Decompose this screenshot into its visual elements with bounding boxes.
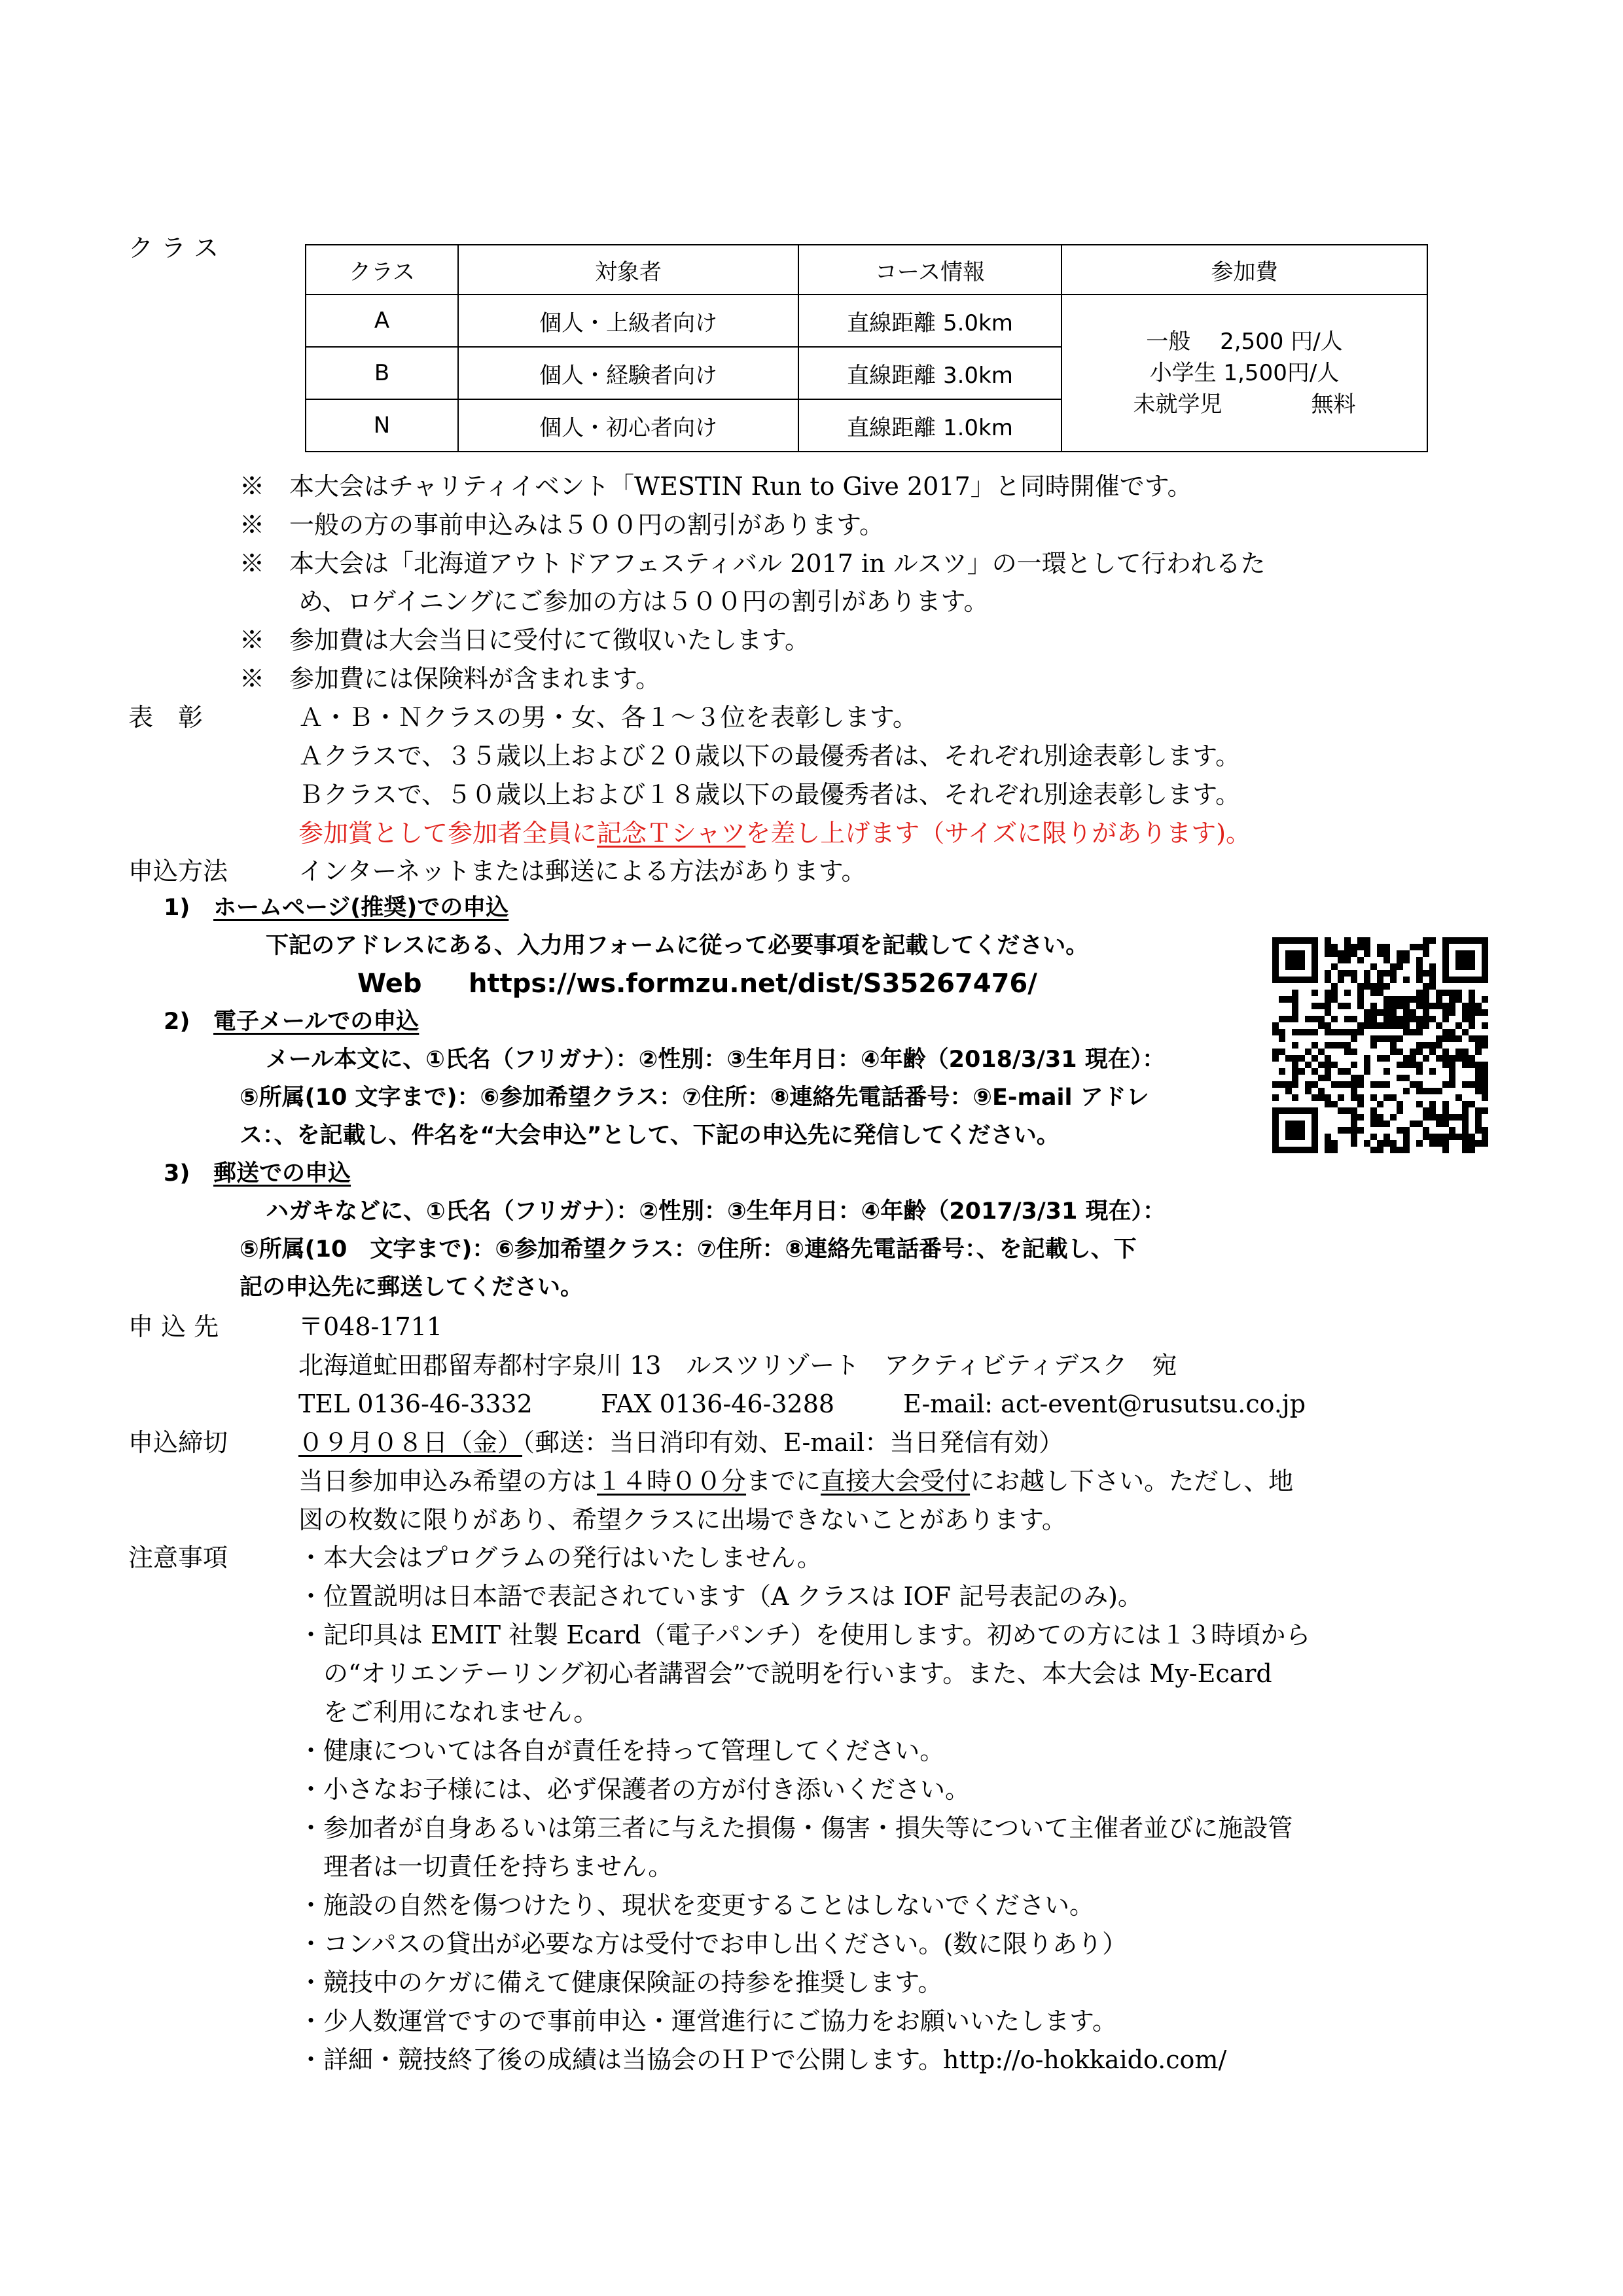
qr-code-icon[interactable] — [1272, 937, 1488, 1153]
sameday-time: １４時００分 — [597, 1467, 747, 1496]
web-num: 1) — [164, 895, 190, 921]
header-class: クラス — [306, 245, 458, 295]
class-table — [305, 244, 1428, 452]
course-cell: 直線距離 5.0km — [798, 295, 1061, 347]
apply-text: インターネットまたは郵送による方法があります。 — [298, 857, 866, 886]
deadline-date: ０９月０８日（金） — [298, 1428, 523, 1457]
web-title: ホームページ(推奨)での申込 — [213, 895, 509, 921]
fee-preschool: 未就学児 無料 — [1133, 391, 1356, 418]
web-label: Web — [357, 969, 422, 999]
caution-item: ・詳細・競技終了後の成績は当協会のＨＰで公開します。http://o-hokkaido.com/ — [298, 2045, 1227, 2074]
class-cell: N — [306, 399, 458, 452]
postal-code: 〒048-1711 — [298, 1312, 443, 1341]
sameday-place: 直接大会受付 — [821, 1467, 971, 1496]
awards-line: Ａクラスで、３５歳以上および２０歳以下の最優秀者は、それぞれ別途表彰します。 — [298, 742, 1241, 770]
sameday-line2: 図の枚数に限りがあり、希望クラスに出場できないことがあります。 — [298, 1505, 1067, 1534]
caution-item: ・競技中のケガに備えて健康保険証の持参を推奨します。 — [298, 1968, 943, 1997]
awards-line: Ａ・Ｂ・Ｎクラスの男・女、各１～３位を表彰します。 — [298, 703, 918, 732]
caution-item: ・少人数運営ですので事前申込・運営進行にご協力をお願いいたします。 — [298, 2007, 1117, 2036]
class-note: ※ 本大会は「北海道アウトドアフェスティバル 2017 in ルスツ」の一環として行われるた — [240, 549, 1266, 578]
awards-line: Ｂクラスで、５０歳以上および１８歳以下の最優秀者は、それぞれ別途表彰します。 — [298, 780, 1241, 809]
class-cell: B — [306, 347, 458, 399]
contact-email[interactable]: E-mail: act-event@rusutsu.co.jp — [903, 1390, 1306, 1418]
tel: TEL 0136-46-3332 — [298, 1390, 533, 1418]
cautions-label: 注意事項 — [128, 1543, 228, 1572]
email-line: ⑤所属(10 文字まで)：⑥参加希望クラス：⑦住所：⑧連絡先電話番号：⑨E-mail アドレ — [240, 1085, 1149, 1111]
header-target: 対象者 — [458, 245, 798, 295]
class-note: め、ロゲイニングにご参加の方は５００円の割引があります。 — [298, 587, 989, 616]
participation-prize — [298, 814, 1251, 852]
caution-item: ・施設の自然を傷つけたり、現状を変更することはしないでください。 — [298, 1891, 1095, 1920]
course-cell: 直線距離 3.0km — [798, 347, 1061, 399]
fee-general: 一般 2,500 円/人 — [1146, 329, 1343, 355]
prize-text-tail: を差し上げます（サイズに限りがあります)。 — [745, 819, 1251, 848]
post-num: 3) — [164, 1160, 190, 1187]
target-cell: 個人・経験者向け — [458, 347, 798, 399]
target-cell: 個人・初心者向け — [458, 399, 798, 452]
fax: FAX 0136-46-3288 — [601, 1390, 835, 1418]
sameday-line — [298, 1462, 1293, 1500]
email-line: ス：、を記載し、件名を“大会申込”として、下記の申込先に発信してください。 — [240, 1122, 1060, 1149]
course-cell: 直線距離 1.0km — [798, 399, 1061, 452]
tshirt-text: 記念Ｔシャツ — [597, 819, 746, 848]
web-url[interactable]: https://ws.formzu.net/dist/S35267476/ — [469, 969, 1037, 999]
header-fee: 参加費 — [1061, 245, 1427, 295]
email-num: 2) — [164, 1009, 190, 1035]
web-desc: 下記のアドレスにある、入力用フォームに従って必要事項を記載してください。 — [266, 933, 1089, 959]
sameday-mid: までに — [746, 1467, 821, 1496]
destination-label: 申 込 先 — [128, 1312, 219, 1341]
deadline-note: （郵送：当日消印有効、E-mail：当日発信有効） — [522, 1428, 1064, 1457]
table-row — [306, 295, 1427, 347]
target-cell: 個人・上級者向け — [458, 295, 798, 347]
deadline-line — [298, 1424, 1063, 1462]
class-cell: A — [306, 295, 458, 347]
apply-label: 申込方法 — [128, 857, 228, 886]
prize-text: 参加賞として参加者全員に — [298, 819, 597, 848]
caution-item: ・記印具は EMIT 社製 Ecard（電子パンチ）を使用します。初めての方には１３時頃から — [298, 1621, 1311, 1649]
caution-item: ・参加者が自身あるいは第三者に与えた損傷・傷害・損失等について主催者並びに施設管 — [298, 1814, 1293, 1842]
caution-item: をご利用になれません。 — [323, 1698, 599, 1727]
caution-item: ・コンパスの貸出が必要な方は受付でお申し出ください。(数に限りあり） — [298, 1929, 1128, 1958]
caution-item: の“オリエンテーリング初心者講習会”で説明を行います。また、本大会は My-Ecard — [323, 1659, 1272, 1688]
address: 北海道虻田郡留寿都村字泉川 13 ルスツリゾート アクティビティデスク 宛 — [298, 1351, 1177, 1380]
class-note: ※ 一般の方の事前申込みは５００円の割引があります。 — [240, 511, 884, 539]
post-line: ハガキなどに、①氏名（フリガナ）：②性別：③生年月日：④年齢（2017/3/31 現在）： — [266, 1198, 1166, 1225]
class-label: ク ラ ス — [128, 234, 219, 262]
sameday-post: にお越し下さい。ただし、地 — [970, 1467, 1294, 1496]
caution-item: ・位置説明は日本語で表記されています（A クラスは IOF 記号表記のみ)。 — [298, 1582, 1143, 1611]
caution-item: ・本大会はプログラムの発行はいたしません。 — [298, 1543, 822, 1572]
deadline-label: 申込締切 — [128, 1428, 228, 1457]
fee-elementary: 小学生 1,500円/人 — [1149, 360, 1340, 386]
class-note: ※ 参加費は大会当日に受付にて徴収いたします。 — [240, 626, 810, 655]
caution-item: ・小さなお子様には、必ず保護者の方が付き添いください。 — [298, 1775, 971, 1804]
header-course: コース情報 — [798, 245, 1061, 295]
post-line: 記の申込先に郵送してください。 — [240, 1274, 584, 1300]
class-note: ※ 参加費には保険料が含まれます。 — [240, 664, 660, 693]
post-line: ⑤所属(10 文字まで)：⑥参加希望クラス：⑦住所：⑧連絡先電話番号：、を記載し、下 — [240, 1236, 1137, 1263]
email-title: 電子メールでの申込 — [213, 1009, 419, 1035]
post-title: 郵送での申込 — [213, 1160, 351, 1187]
fee-cell — [1061, 295, 1427, 452]
caution-item: ・健康については各自が責任を持って管理してください。 — [298, 1736, 945, 1765]
email-line: メール本文に、①氏名（フリガナ）：②性別：③生年月日：④年齢（2018/3/31 現在）： — [266, 1047, 1166, 1073]
table-header-row — [306, 245, 1427, 295]
awards-label: 表 彰 — [128, 703, 204, 732]
sameday-pre: 当日参加申込み希望の方は — [298, 1467, 597, 1496]
caution-item: 理者は一切責任を持ちません。 — [323, 1852, 673, 1881]
class-note: ※ 本大会はチャリティイベント「WESTIN Run to Give 2017」と同時開催です。 — [240, 472, 1192, 501]
